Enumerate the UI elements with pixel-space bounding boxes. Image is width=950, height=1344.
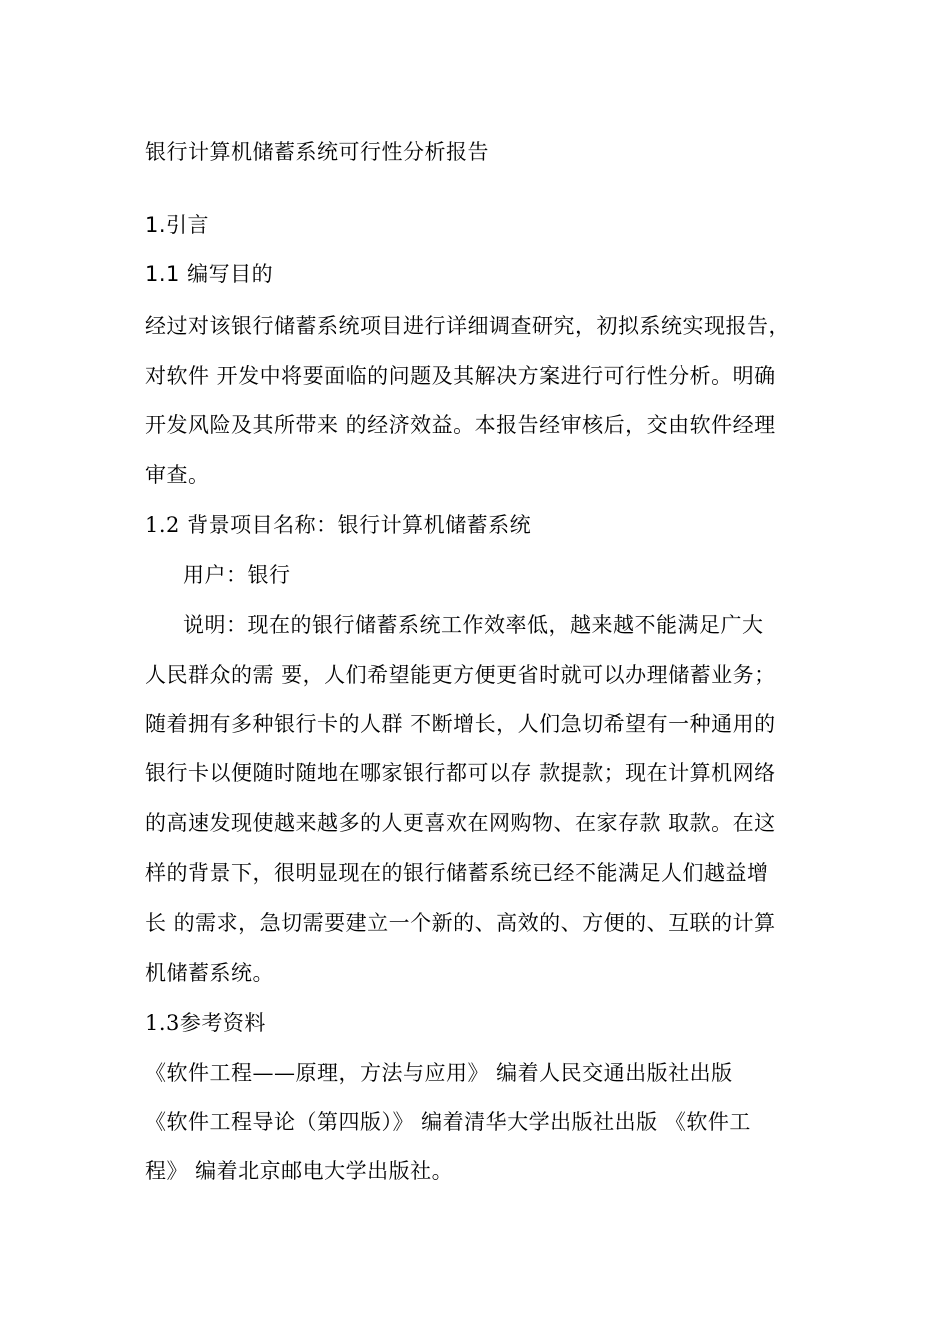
- document-title: 银行计算机储蓄系统可行性分析报告: [145, 140, 489, 164]
- paragraph-line: 开发风险及其所带来 的经济效益。本报告经审核后，交由软件经理: [145, 413, 776, 437]
- paragraph-line: 经过对该银行储蓄系统项目进行详细调查研究，初拟系统实现报告，: [145, 314, 790, 338]
- subsection-heading-purpose: 1.1 编写目的: [145, 262, 274, 286]
- reference-line: 程》 编着北京邮电大学出版社。: [145, 1159, 454, 1183]
- user-line: 用户：银行: [183, 563, 291, 587]
- reference-line: 《软件工程——原理，方法与应用》 编着人民交通出版社出版: [145, 1061, 733, 1085]
- subsection-heading-background: 1.2 背景项目名称：银行计算机储蓄系统: [145, 513, 532, 537]
- paragraph-line: 说明：现在的银行储蓄系统工作效率低，越来越不能满足广大: [183, 613, 764, 637]
- subsection-heading-references: 1.3参考资料: [145, 1011, 266, 1035]
- paragraph-line: 随着拥有多种银行卡的人群 不断增长，人们急切希望有一种通用的: [145, 712, 776, 736]
- paragraph-line: 审查。: [145, 463, 210, 487]
- paragraph-line: 长 的需求，急切需要建立一个新的、高效的、方便的、互联的计算: [145, 911, 776, 935]
- paragraph-line: 机储蓄系统。: [145, 961, 274, 985]
- paragraph-line: 人民群众的需 要，人们希望能更方便更省时就可以办理储蓄业务；: [145, 663, 776, 687]
- paragraph-line: 样的背景下，很明显现在的银行储蓄系统已经不能满足人们越益增: [145, 861, 769, 885]
- section-heading-introduction: 1.引言: [145, 213, 210, 237]
- paragraph-line: 的高速发现使越来越多的人更喜欢在网购物、在家存款 取款。在这: [145, 811, 776, 835]
- reference-line: 《软件工程导论（第四版）》 编着清华大学出版社出版 《软件工: [145, 1110, 751, 1134]
- paragraph-line: 银行卡以便随时随地在哪家银行都可以存 款提款；现在计算机网络: [145, 761, 776, 785]
- paragraph-line: 对软件 开发中将要面临的问题及其解决方案进行可行性分析。明确: [145, 364, 776, 388]
